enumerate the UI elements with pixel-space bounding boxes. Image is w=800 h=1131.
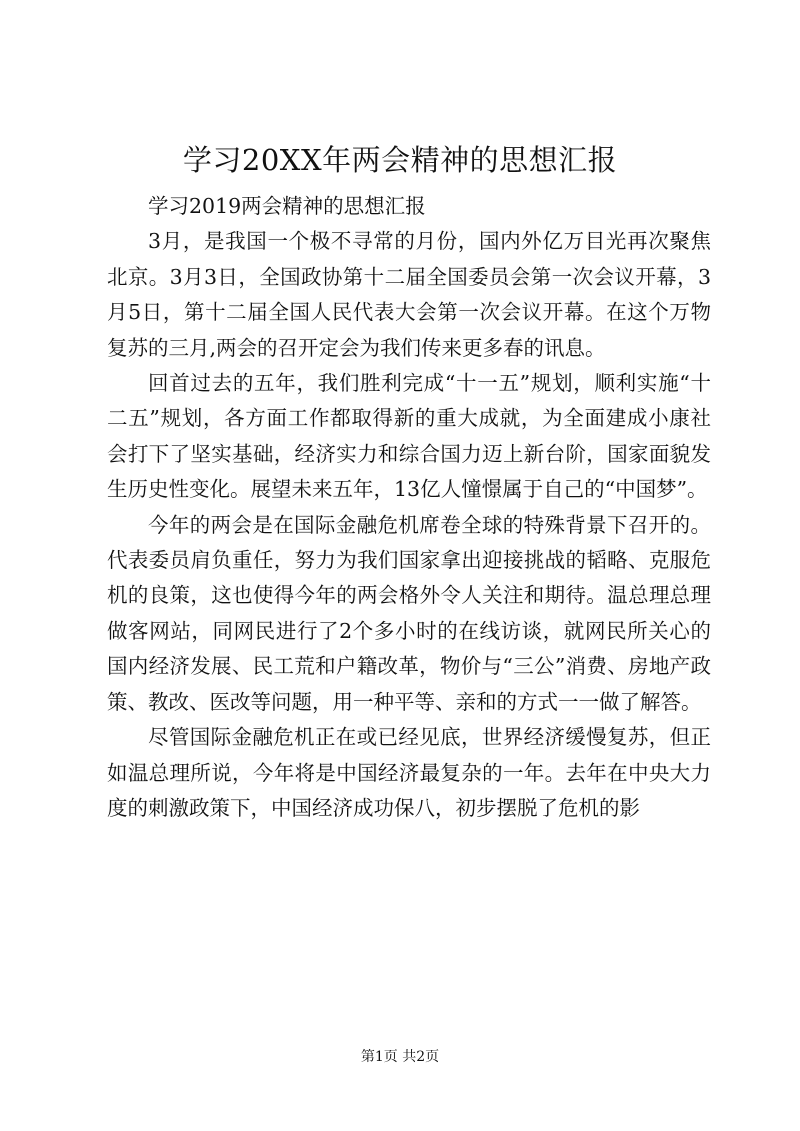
page-number: 第1页 共2页 xyxy=(360,1049,440,1065)
document-body xyxy=(107,189,711,826)
subtitle-paragraph: 学习2019两会精神的思想汇报 xyxy=(148,194,426,218)
body-paragraph: 3月，是我国一个极不寻常的月份，国内外亿万目光再次聚焦北京。3月3日，全国政协第十二届全国委员会第一次会议开幕，3月5日，第十二届全国人民代表大会第一次会议开幕。在这个万物复苏的三月,两会的召开定会为我们传来更多春的讯息。 xyxy=(107,229,711,360)
body-paragraph: 今年的两会是在国际金融危机席卷全球的特殊背景下召开的。代表委员肩负重任，努力为我们国家拿出迎接挑战的韬略、克服危机的良策，这也使得今年的两会格外令人关注和期待。温总理总理做客网站，同网民进行了2个多小时的在线访谈，就网民所关心的国内经济发展、民工荒和户籍改革，物价与“三公”消费、房地产政策、教改、医改等问题，用一种平等、亲和的方式一一做了解答。 xyxy=(107,512,711,714)
body-paragraph: 尽管国际金融危机正在或已经见底，世界经济缓慢复苏，但正如温总理所说，今年将是中国经济最复杂的一年。去年在中央大力度的刺激政策下，中国经济成功保八，初步摆脱了危机的影 xyxy=(107,725,711,820)
document-title: 学习20XX年两会精神的思想汇报 xyxy=(182,143,618,177)
body-paragraph: 回首过去的五年，我们胜利完成“十一五”规划，顺利实施“十二五”规划，各方面工作都取得新的重大成就，为全面建成小康社会打下了坚实基础，经济实力和综合国力迈上新台阶，国家面貌发生历史性变化。展望未来五年，13亿人憧憬属于自己的“中国梦”。 xyxy=(107,371,711,502)
page-footer xyxy=(0,1047,800,1067)
